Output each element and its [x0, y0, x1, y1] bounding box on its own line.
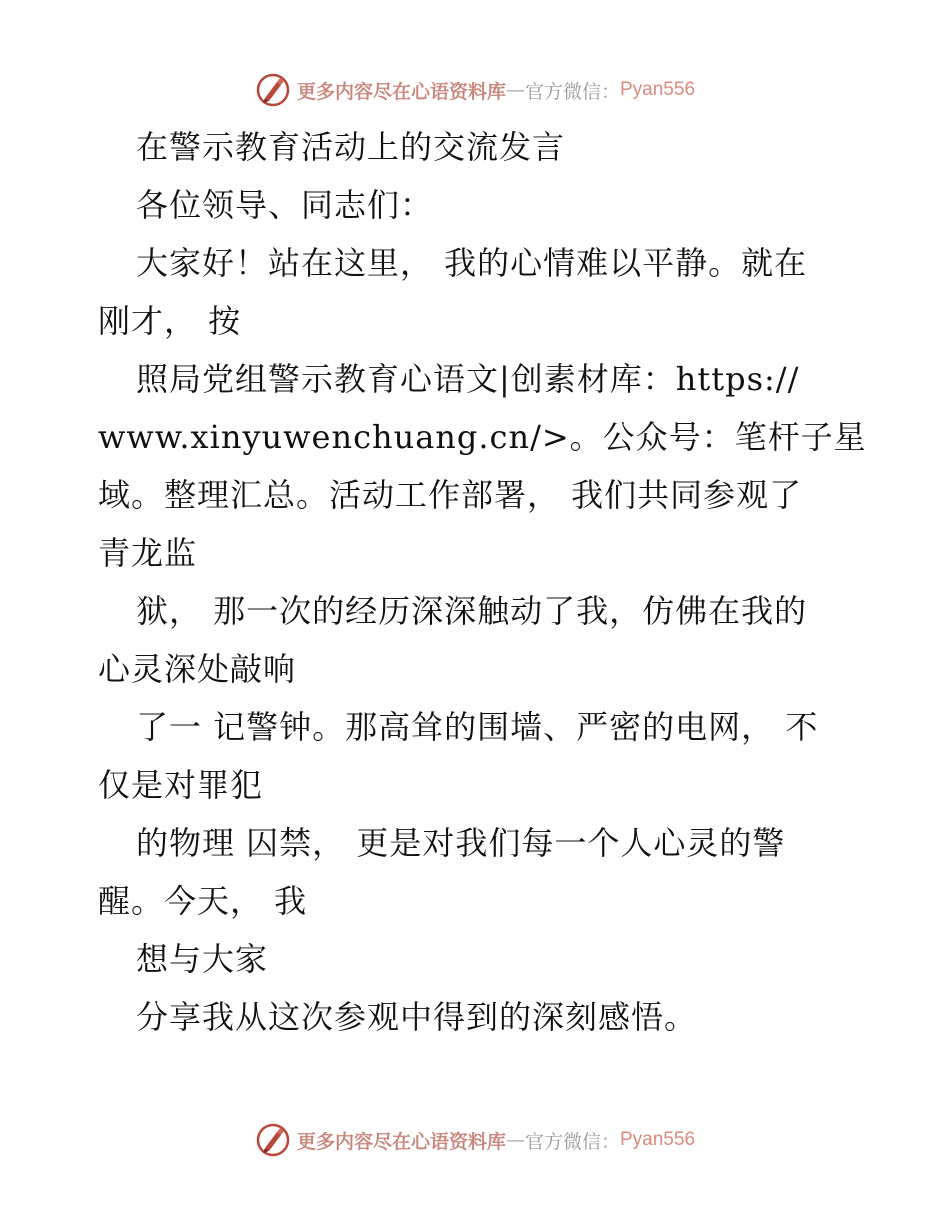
text-line: 了一 记警钟。那高耸的围墙、严密的电网， 不	[136, 708, 819, 746]
document-title: 在警示教育活动上的交流发言	[136, 128, 566, 166]
text-line: 分享我从这次参观中得到的深刻感悟。	[136, 998, 698, 1036]
document-body	[98, 118, 878, 1046]
banner-separator: —	[505, 1129, 525, 1151]
text-line: 狱， 那一次的经历深深触动了我，仿佛在我的	[136, 592, 808, 630]
text-line: www.xinyuwenchuang.cn/>。公众号：笔杆子星	[98, 418, 867, 456]
text-line: 心灵深处敲响	[98, 650, 297, 688]
text-line: 照局党组警示教育心语文|创素材库：https://	[136, 360, 800, 398]
wechat-id: Pyan556	[620, 79, 696, 100]
text-line: 大家好！站在这里， 我的心情难以平静。就在	[136, 244, 808, 282]
pen-logo-icon	[255, 1122, 291, 1158]
text-line: 的物理 囚禁， 更是对我们每一个人心灵的警	[136, 824, 786, 862]
site-slogan: 更多内容尽在心语资料库	[296, 1130, 506, 1153]
header-banner	[0, 70, 950, 110]
banner-separator: —	[505, 79, 525, 101]
wechat-label: 官方微信：	[524, 1130, 620, 1153]
salutation: 各位领导、同志们：	[136, 186, 434, 224]
pen-logo-icon	[255, 72, 291, 108]
text-line: 域。整理汇总。活动工作部署， 我们共同参观了	[98, 476, 803, 514]
text-line: 仅是对罪犯	[98, 766, 264, 804]
text-line: 刚才， 按	[98, 302, 242, 340]
text-line: 青龙监	[98, 534, 198, 572]
text-line: 想与大家	[136, 940, 269, 978]
text-line: 醒。今天， 我	[98, 882, 308, 920]
wechat-id: Pyan556	[620, 1129, 696, 1150]
wechat-label: 官方微信：	[524, 80, 620, 103]
footer-banner	[0, 1120, 950, 1160]
site-slogan: 更多内容尽在心语资料库	[296, 80, 506, 103]
